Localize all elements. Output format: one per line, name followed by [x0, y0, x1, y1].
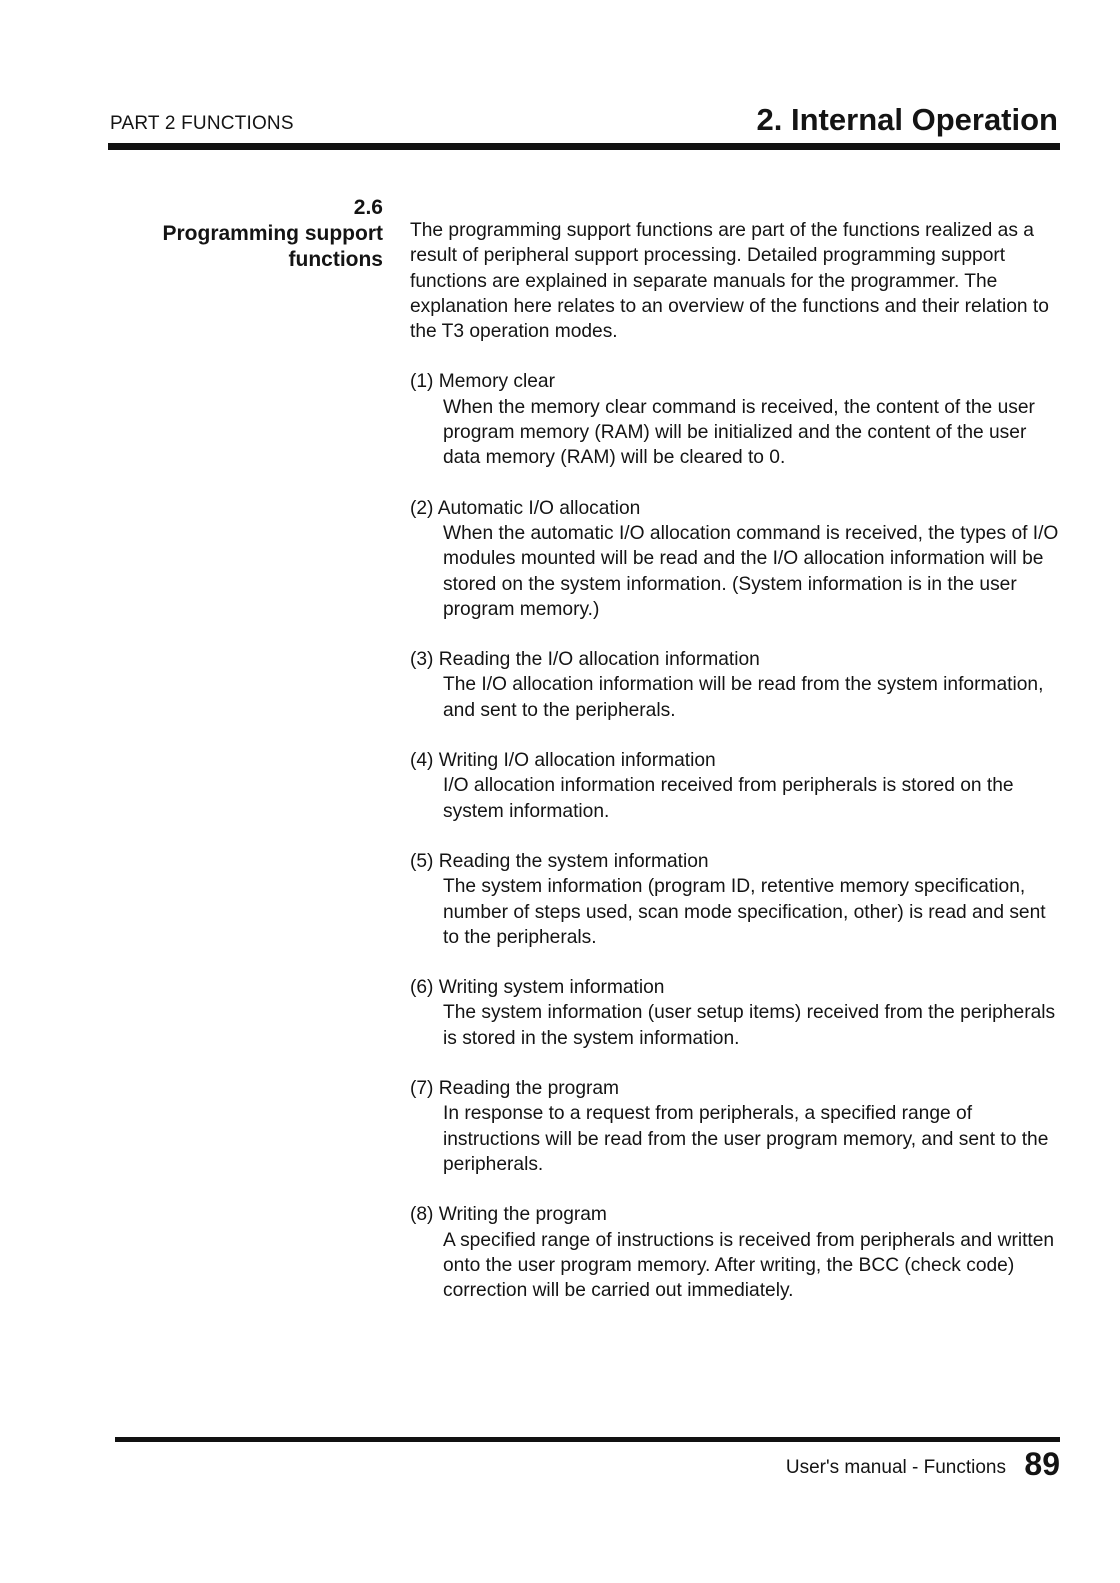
list-item — [410, 369, 1065, 470]
item-title: (7) Reading the program — [410, 1078, 620, 1100]
item-title: (8) Writing the program — [410, 1204, 607, 1226]
list-item — [410, 849, 1065, 950]
footer-label: User's manual - Functions — [785, 1457, 1006, 1478]
item-body: The system information (user setup items) received from the peripherals is stored in the system information. — [443, 1002, 1056, 1049]
item-body: In response to a request from peripherals, a specified range of instructions will be read from the user program memory, and sent to the peripherals. — [443, 1103, 1049, 1175]
header-rule — [108, 143, 1060, 150]
item-body: When the memory clear command is received, the content of the user program memory (RAM) will be initialized and the content of the user data memory (RAM) will be cleared to 0. — [443, 396, 1035, 469]
running-header-chapter: 2. Internal Operation — [756, 102, 1058, 137]
item-title: (6) Writing system information — [410, 977, 665, 999]
intro-paragraph: The programming support functions are part of the functions realized as a result of peripheral support processing. Detailed programming support functions are explained in separate manuals for the programmer. The explanation here relates to an overview of the functions and their relation to the T3 operation modes. — [410, 220, 1049, 343]
item-title: (1) Memory clear — [410, 371, 555, 393]
item-body: A specified range of instructions is received from peripherals and written onto the user program memory. After writing, the BCC (check code) correction will be carried out immediately. — [443, 1229, 1055, 1302]
section-title-line1: Programming support — [162, 222, 383, 245]
list-item — [410, 748, 1065, 824]
running-header-part: PART 2 FUNCTIONS — [110, 113, 294, 134]
list-item — [410, 975, 1065, 1051]
list-item — [410, 1076, 1065, 1177]
item-title: (3) Reading the I/O allocation information — [410, 649, 760, 671]
footer-rule — [115, 1437, 1060, 1442]
item-title: (2) Automatic I/O allocation — [410, 497, 641, 519]
section-title-line2: functions — [288, 248, 383, 271]
list-item — [410, 496, 1065, 622]
section-number: 2.6 — [353, 196, 383, 219]
section-content — [410, 218, 1065, 1328]
page-number: 89 — [1024, 1446, 1060, 1482]
list-item — [410, 647, 1065, 723]
item-title: (5) Reading the system information — [410, 850, 709, 872]
item-body: I/O allocation information received from peripherals is stored on the system information. — [443, 775, 1014, 822]
item-body: The I/O allocation information will be read from the system information, and sent to the peripherals. — [443, 674, 1044, 721]
list-item — [410, 1202, 1065, 1303]
item-body: The system information (program ID, retentive memory specification, number of steps used, scan mode specification, other) is read and sent to the peripherals. — [443, 876, 1046, 948]
item-title: (4) Writing I/O allocation information — [410, 750, 716, 772]
item-body: When the automatic I/O allocation command is received, the types of I/O modules mounted will be read and the I/O allocation information will be stored on the system information. (System information is in the user program memory.) — [443, 522, 1059, 620]
section-heading — [110, 195, 383, 273]
